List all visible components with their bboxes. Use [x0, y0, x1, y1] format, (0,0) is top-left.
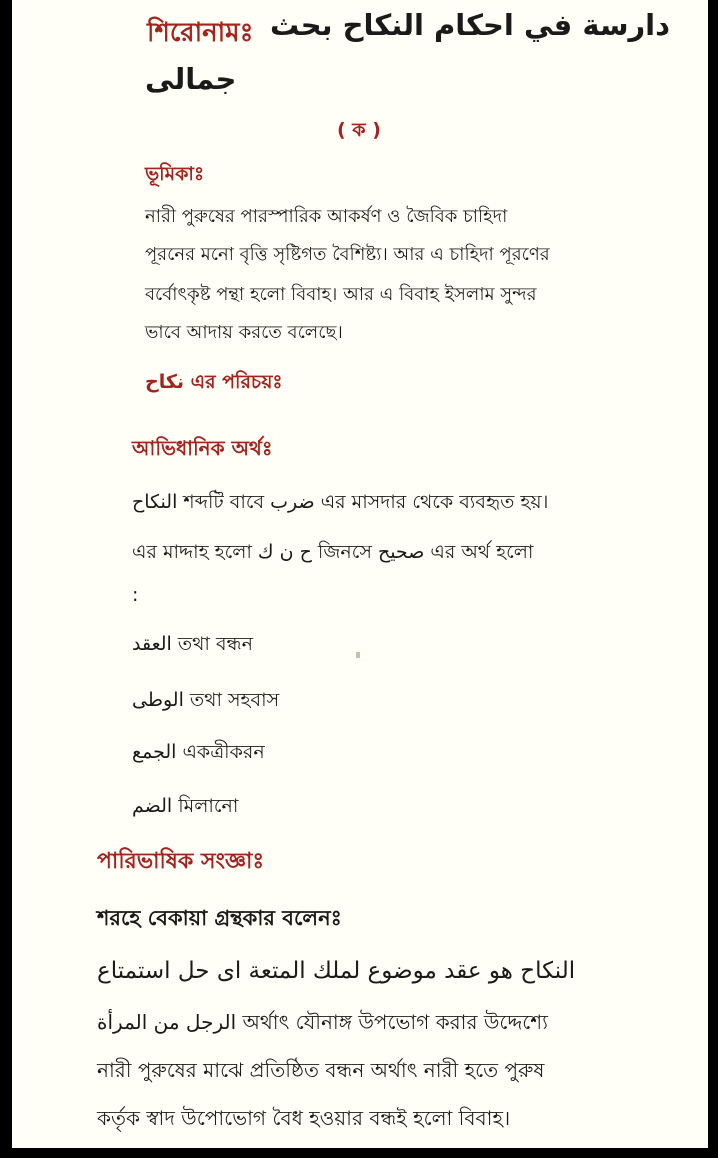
heading-title-arabic-continued: جمالى — [145, 62, 237, 96]
intro-line-1: নারী পুরুষের পারস্পারিক আকর্ষণ ও জৈবিক চাহিদা — [145, 206, 508, 227]
nikah-intro-label: نكاح এর পরিচয়ঃ — [145, 371, 283, 393]
intro-line-3: বর্বোৎকৃষ্ট পন্থা হলো বিবাহ। আর এ বিবাহ ইসলাম সুন্দর — [145, 284, 537, 305]
meaning-item-1: العقد তথা বন্ধন — [132, 633, 253, 655]
intro-label: ভূমিকাঃ — [145, 163, 205, 185]
meaning-item-4: الضم মিলানো — [132, 795, 239, 817]
technical-line-2: الرجل من المرأة অর্থাৎ যৌনাঙ্গ উপভোগ করার উদ্দেশ্যে — [97, 1010, 548, 1034]
technical-line-1: النكاح هو عقد موضوع لملك المتعة اى حل استمتاع — [97, 958, 576, 984]
heading-title-arabic: دارسة في احكام النكاح بحث — [270, 8, 670, 42]
lexical-label: আভিধানিক অর্থঃ — [132, 436, 273, 460]
technical-line-3: নারী পুরুষের মাঝে প্রতিষ্ঠিত বন্ধন অর্থাৎ নারী হতে পুরুষ — [97, 1058, 545, 1082]
meaning-item-3: الجمع একত্রীকরন — [132, 741, 265, 763]
intro-line-4: ভাবে আদায় করতে বলেছে। — [145, 322, 343, 343]
lexical-colon: : — [132, 584, 139, 606]
heading-label: শিরোনামঃ — [147, 18, 254, 48]
technical-label: পারিভাষিক সংজ্ঞাঃ — [97, 849, 265, 874]
meaning-item-2: الوطى তথা সহবাস — [132, 689, 280, 711]
lexical-line-1: النكاح শব্দটি বাবে ضرب এর মাসদার থেকে ব্যবহৃত হয়। — [132, 491, 549, 513]
intro-line-2: পূরনের মনো বৃত্তি সৃষ্টিগত বৈশিষ্ট্য। আর এ চাহিদা পূরণের — [145, 244, 550, 265]
section-marker: ( ক ) — [337, 119, 381, 141]
document-page — [12, 0, 708, 1148]
paper-speck — [356, 652, 360, 658]
technical-line-4: কর্তৃক স্বাদ উপোভোগ বৈধ হওয়ার বন্ধই হলো বিবাহ। — [97, 1106, 511, 1130]
lexical-line-2: এর মাদ্দাহ হলো ح ن ك জিনসে صحيح এর অর্থ হলো — [132, 541, 534, 563]
technical-author-line: শরহে বেকায়া গ্রন্থকার বলেনঃ — [97, 906, 342, 930]
